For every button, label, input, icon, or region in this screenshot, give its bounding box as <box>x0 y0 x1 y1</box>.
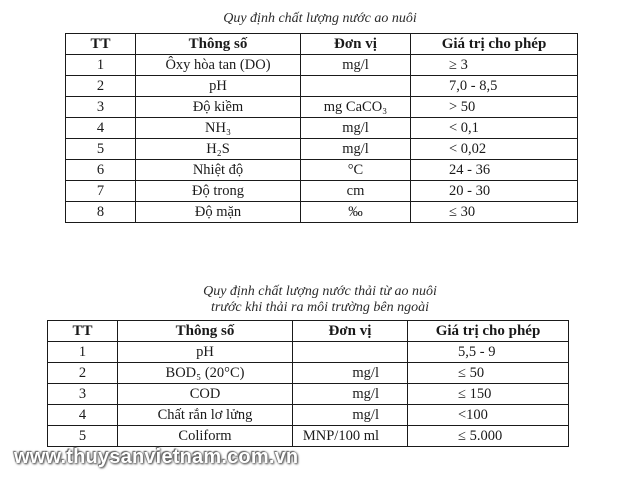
cell-unit: mg CaCO₃ <box>301 97 411 118</box>
cell-tt: 3 <box>66 97 136 118</box>
cell-unit: MNP/100 ml <box>293 426 408 447</box>
header-parameter: Thông số <box>118 321 293 342</box>
cell-tt: 4 <box>48 405 118 426</box>
water-quality-table <box>65 33 578 223</box>
table-row <box>48 426 569 447</box>
table-header-row <box>66 34 578 55</box>
cell-parameter: Độ mặn <box>136 202 301 223</box>
cell-unit: cm <box>301 181 411 202</box>
cell-parameter: pH <box>136 76 301 97</box>
table2-caption-line1: Quy định chất lượng nước thải từ ao nuôi <box>203 284 437 299</box>
table-row <box>66 160 578 181</box>
cell-value: ≤ 30 <box>411 202 578 223</box>
table-row <box>66 181 578 202</box>
cell-tt: 1 <box>66 55 136 76</box>
header-allowed-value: Giá trị cho phép <box>411 34 578 55</box>
cell-value: ≤ 150 <box>408 384 569 405</box>
cell-tt: 5 <box>48 426 118 447</box>
header-unit: Đơn vị <box>301 34 411 55</box>
table-row <box>66 97 578 118</box>
cell-parameter: Chất rắn lơ lửng <box>118 405 293 426</box>
cell-tt: 1 <box>48 342 118 363</box>
cell-unit: °C <box>301 160 411 181</box>
cell-value: ≥ 3 <box>411 55 578 76</box>
cell-tt: 5 <box>66 139 136 160</box>
table-row <box>48 342 569 363</box>
cell-value: ≤ 5.000 <box>408 426 569 447</box>
cell-value: < 0,02 <box>411 139 578 160</box>
table1-caption: Quy định chất lượng nước ao nuôi <box>223 11 417 26</box>
cell-unit: mg/l <box>293 384 408 405</box>
cell-value: 5,5 - 9 <box>408 342 569 363</box>
header-tt: TT <box>66 34 136 55</box>
table-row <box>66 118 578 139</box>
cell-unit <box>301 76 411 97</box>
header-unit: Đơn vị <box>293 321 408 342</box>
cell-parameter: Độ kiềm <box>136 97 301 118</box>
cell-value: ≤ 50 <box>408 363 569 384</box>
cell-parameter: Coliform <box>118 426 293 447</box>
cell-value: 7,0 - 8,5 <box>411 76 578 97</box>
cell-parameter: pH <box>118 342 293 363</box>
cell-parameter: COD <box>118 384 293 405</box>
cell-tt: 2 <box>48 363 118 384</box>
cell-value: > 50 <box>411 97 578 118</box>
cell-unit: mg/l <box>301 118 411 139</box>
header-parameter: Thông số <box>136 34 301 55</box>
cell-unit <box>293 342 408 363</box>
cell-parameter: Độ trong <box>136 181 301 202</box>
cell-tt: 3 <box>48 384 118 405</box>
cell-parameter: Ôxy hòa tan (DO) <box>136 55 301 76</box>
cell-parameter: H₂S <box>136 139 301 160</box>
table2-caption-line2: trước khi thải ra môi trường bên ngoài <box>210 300 430 315</box>
cell-tt: 8 <box>66 202 136 223</box>
cell-tt: 7 <box>66 181 136 202</box>
table-row <box>66 202 578 223</box>
wastewater-quality-table <box>47 320 569 447</box>
cell-parameter: Nhiệt độ <box>136 160 301 181</box>
cell-unit: mg/l <box>293 405 408 426</box>
cell-value: <100 <box>408 405 569 426</box>
cell-unit: mg/l <box>301 55 411 76</box>
cell-unit: mg/l <box>293 363 408 384</box>
cell-unit: mg/l <box>301 139 411 160</box>
cell-parameter: BOD₅ (20°C) <box>118 363 293 384</box>
table-header-row <box>48 321 569 342</box>
cell-value: 24 - 36 <box>411 160 578 181</box>
cell-tt: 2 <box>66 76 136 97</box>
table-row <box>66 139 578 160</box>
cell-value: < 0,1 <box>411 118 578 139</box>
cell-tt: 6 <box>66 160 136 181</box>
table-row <box>48 405 569 426</box>
header-allowed-value: Giá trị cho phép <box>408 321 569 342</box>
table-row <box>66 55 578 76</box>
table-row <box>48 363 569 384</box>
table-row <box>48 384 569 405</box>
cell-tt: 4 <box>66 118 136 139</box>
cell-parameter: NH₃ <box>136 118 301 139</box>
cell-unit: ‰ <box>301 202 411 223</box>
table-row <box>66 76 578 97</box>
cell-value: 20 - 30 <box>411 181 578 202</box>
watermark: www.thuysanvietnam.com.vn <box>14 446 299 468</box>
header-tt: TT <box>48 321 118 342</box>
